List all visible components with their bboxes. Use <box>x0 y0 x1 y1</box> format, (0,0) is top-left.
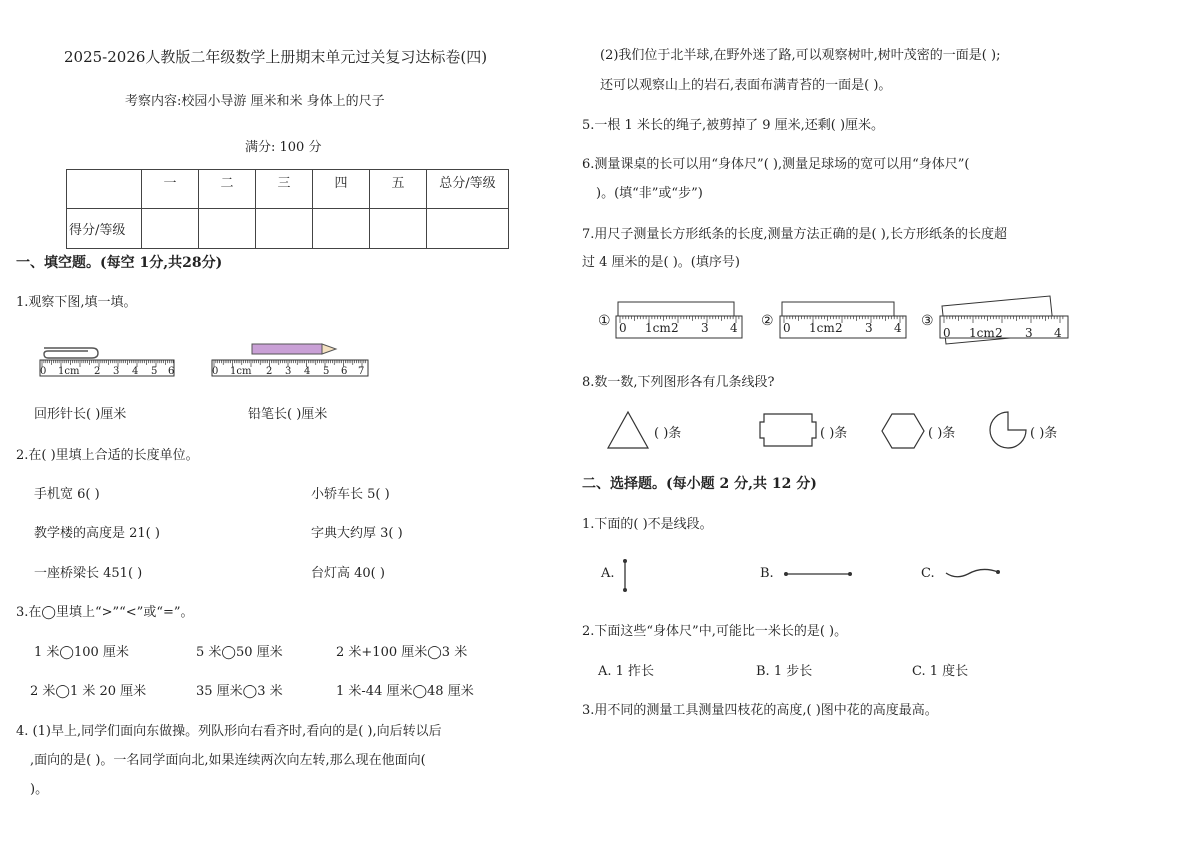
q3-text: 3.在◯里填上“>”“<”或“=”。 <box>16 605 194 620</box>
q8-blank: ( )条 <box>1030 426 1058 441</box>
sector-shape-icon <box>988 410 1028 450</box>
ruler-tick-label: 3 <box>285 366 292 377</box>
hexagon-icon <box>880 412 926 450</box>
ruler-tick-label: 3 <box>1025 326 1033 340</box>
q1-answer-a: 回形针长( )厘米 <box>34 407 127 422</box>
q7-label-1: ① <box>598 313 611 329</box>
ruler-tick-label: 3 <box>701 321 709 335</box>
ruler-tick-label: 2 <box>94 366 101 377</box>
score-row-label: 得分/等级 <box>67 209 142 249</box>
q4-line1: 4. (1)早上,同学们面向东做操。列队形向右看齐时,看向的是( ),向后转以后 <box>16 724 442 739</box>
q8-text: 8.数一数,下列图形各有几条线段? <box>582 375 775 390</box>
q3-item: 1 米◯100 厘米 <box>34 645 129 660</box>
q3-item: 35 厘米◯3 米 <box>196 684 283 699</box>
q2-item: 小轿车长 5( ) <box>311 487 390 502</box>
q2-item: 手机宽 6( ) <box>34 487 100 502</box>
q1-text: 1.观察下图,填一填。 <box>16 295 137 310</box>
ruler-tick-label: 0 <box>943 326 951 340</box>
score-table-header-cell: 五 <box>370 170 427 209</box>
q4-line4: (2)我们位于北半球,在野外迷了路,可以观察树叶,树叶茂密的一面是( ); <box>600 48 1001 63</box>
q6-line2: )。(填“非”或“步”) <box>596 186 703 201</box>
q4-line3: )。 <box>30 782 49 797</box>
score-table <box>66 169 509 249</box>
q7-label-3: ③ <box>921 313 934 329</box>
ruler-tick-label: 5 <box>151 366 158 377</box>
score-cell[interactable] <box>370 209 427 249</box>
exam-content: 考察内容:校园小导游 厘米和米 身体上的尺子 <box>125 94 385 109</box>
score-table-header-cell <box>67 170 142 209</box>
q4-line2: ,面向的是( )。一名同学面向北,如果连续两次向左转,那么现在他面向( <box>30 753 426 768</box>
q2-item: 字典大约厚 3( ) <box>311 526 403 541</box>
s2-q1-option-a: A. <box>601 566 615 581</box>
q5-text: 5.一根 1 米长的绳子,被剪掉了 9 厘米,还剩( )厘米。 <box>582 118 885 133</box>
ruler-tick-label: 7 <box>358 366 365 377</box>
q7-ruler1-labels <box>619 321 749 335</box>
curved-line-figure <box>942 564 1004 582</box>
q2-text: 2.在( )里填上合适的长度单位。 <box>16 448 199 463</box>
q3-item: 1 米-44 厘米◯48 厘米 <box>336 684 474 699</box>
q7-line1: 7.用尺子测量长方形纸条的长度,测量方法正确的是( ),长方形纸条的长度超 <box>582 227 1007 242</box>
score-cell[interactable] <box>199 209 256 249</box>
s2-q1-text: 1.下面的( )不是线段。 <box>582 517 713 532</box>
score-cell[interactable] <box>427 209 509 249</box>
q1-answer-b: 铅笔长( )厘米 <box>248 407 328 422</box>
ruler-tick-label: 1cm <box>230 366 252 377</box>
q7-ruler3-labels <box>943 326 1073 340</box>
paperclip-icon <box>44 348 98 358</box>
full-score: 满分: 100 分 <box>245 140 322 155</box>
notched-rectangle-icon <box>758 412 818 448</box>
ruler-tick-label: 4 <box>894 321 902 335</box>
ruler-tick-label: 0 <box>40 366 47 377</box>
horizontal-segment-figure <box>782 568 854 580</box>
triangle-icon <box>606 410 650 450</box>
q7-line2: 过 4 厘米的是( )。(填序号) <box>582 255 740 270</box>
s2-q1-option-c: C. <box>921 566 935 581</box>
q3-item: 2 米◯1 米 20 厘米 <box>30 684 147 699</box>
s2-q1-option-b: B. <box>760 566 774 581</box>
ruler-tick-label: 0 <box>783 321 791 335</box>
q4-line5: 还可以观察山上的岩石,表面布满青苔的一面是( )。 <box>600 78 892 93</box>
score-table-header-cell: 二 <box>199 170 256 209</box>
q8-blank: ( )条 <box>654 426 682 441</box>
q2-item: 一座桥梁长 451( ) <box>34 566 143 581</box>
ruler-tick-label: 2 <box>835 321 843 335</box>
ruler1-labels <box>38 366 178 378</box>
pencil-icon <box>252 344 336 354</box>
page-title: 2025-2026人教版二年级数学上册期末单元过关复习达标卷(四) <box>64 48 488 66</box>
q8-blank: ( )条 <box>928 426 956 441</box>
ruler-tick-label: 6 <box>168 366 175 377</box>
s2-q2-option-c: C. 1 度长 <box>912 664 969 679</box>
score-cell[interactable] <box>313 209 370 249</box>
score-cell[interactable] <box>256 209 313 249</box>
section2-heading: 二、选择题。(每小题 2 分,共 12 分) <box>582 476 817 492</box>
ruler-tick-label: 2 <box>671 321 679 335</box>
q7-label-2: ② <box>761 313 774 329</box>
ruler-tick-label: 4 <box>730 321 738 335</box>
q2-item: 教学楼的高度是 21( ) <box>34 526 160 541</box>
section1-heading: 一、填空题。(每空 1分,共28分) <box>16 255 223 271</box>
s2-q2-option-a: A. 1 拃长 <box>598 664 655 679</box>
vertical-segment-figure <box>620 558 630 594</box>
q6-line1: 6.测量课桌的长可以用“身体尺”( ),测量足球场的宽可以用“身体尺”( <box>582 157 970 172</box>
ruler-tick-label: 0 <box>619 321 627 335</box>
q3-item: 5 米◯50 厘米 <box>196 645 283 660</box>
s2-q3-text: 3.用不同的测量工具测量四枝花的高度,( )图中花的高度最高。 <box>582 703 938 718</box>
ruler-tick-label: 3 <box>113 366 120 377</box>
ruler-tick-label: 3 <box>865 321 873 335</box>
q2-item: 台灯高 40( ) <box>311 566 385 581</box>
s2-q2-text: 2.下面这些“身体尺”中,可能比一米长的是( )。 <box>582 624 848 639</box>
s2-q2-option-b: B. 1 步长 <box>756 664 813 679</box>
ruler-tick-label: 6 <box>341 366 348 377</box>
q3-item: 2 米+100 厘米◯3 米 <box>336 645 468 660</box>
ruler-tick-label: 1cm <box>645 321 671 335</box>
score-cell[interactable] <box>142 209 199 249</box>
ruler-tick-label: 1cm <box>58 366 80 377</box>
ruler-tick-label: 0 <box>212 366 219 377</box>
ruler-tick-label: 4 <box>132 366 139 377</box>
ruler-tick-label: 1cm <box>809 321 835 335</box>
score-table-header-cell: 总分/等级 <box>427 170 509 209</box>
ruler-tick-label: 2 <box>266 366 273 377</box>
q7-ruler2-labels <box>783 321 913 335</box>
ruler-tick-label: 2 <box>995 326 1003 340</box>
ruler2-labels <box>210 366 370 378</box>
q8-blank: ( )条 <box>820 426 848 441</box>
ruler-tick-label: 4 <box>1054 326 1062 340</box>
score-table-header-cell: 一 <box>142 170 199 209</box>
ruler-tick-label: 5 <box>323 366 330 377</box>
ruler-tick-label: 4 <box>304 366 311 377</box>
ruler-tick-label: 1cm <box>969 326 995 340</box>
score-table-header-cell: 四 <box>313 170 370 209</box>
score-table-header-cell: 三 <box>256 170 313 209</box>
